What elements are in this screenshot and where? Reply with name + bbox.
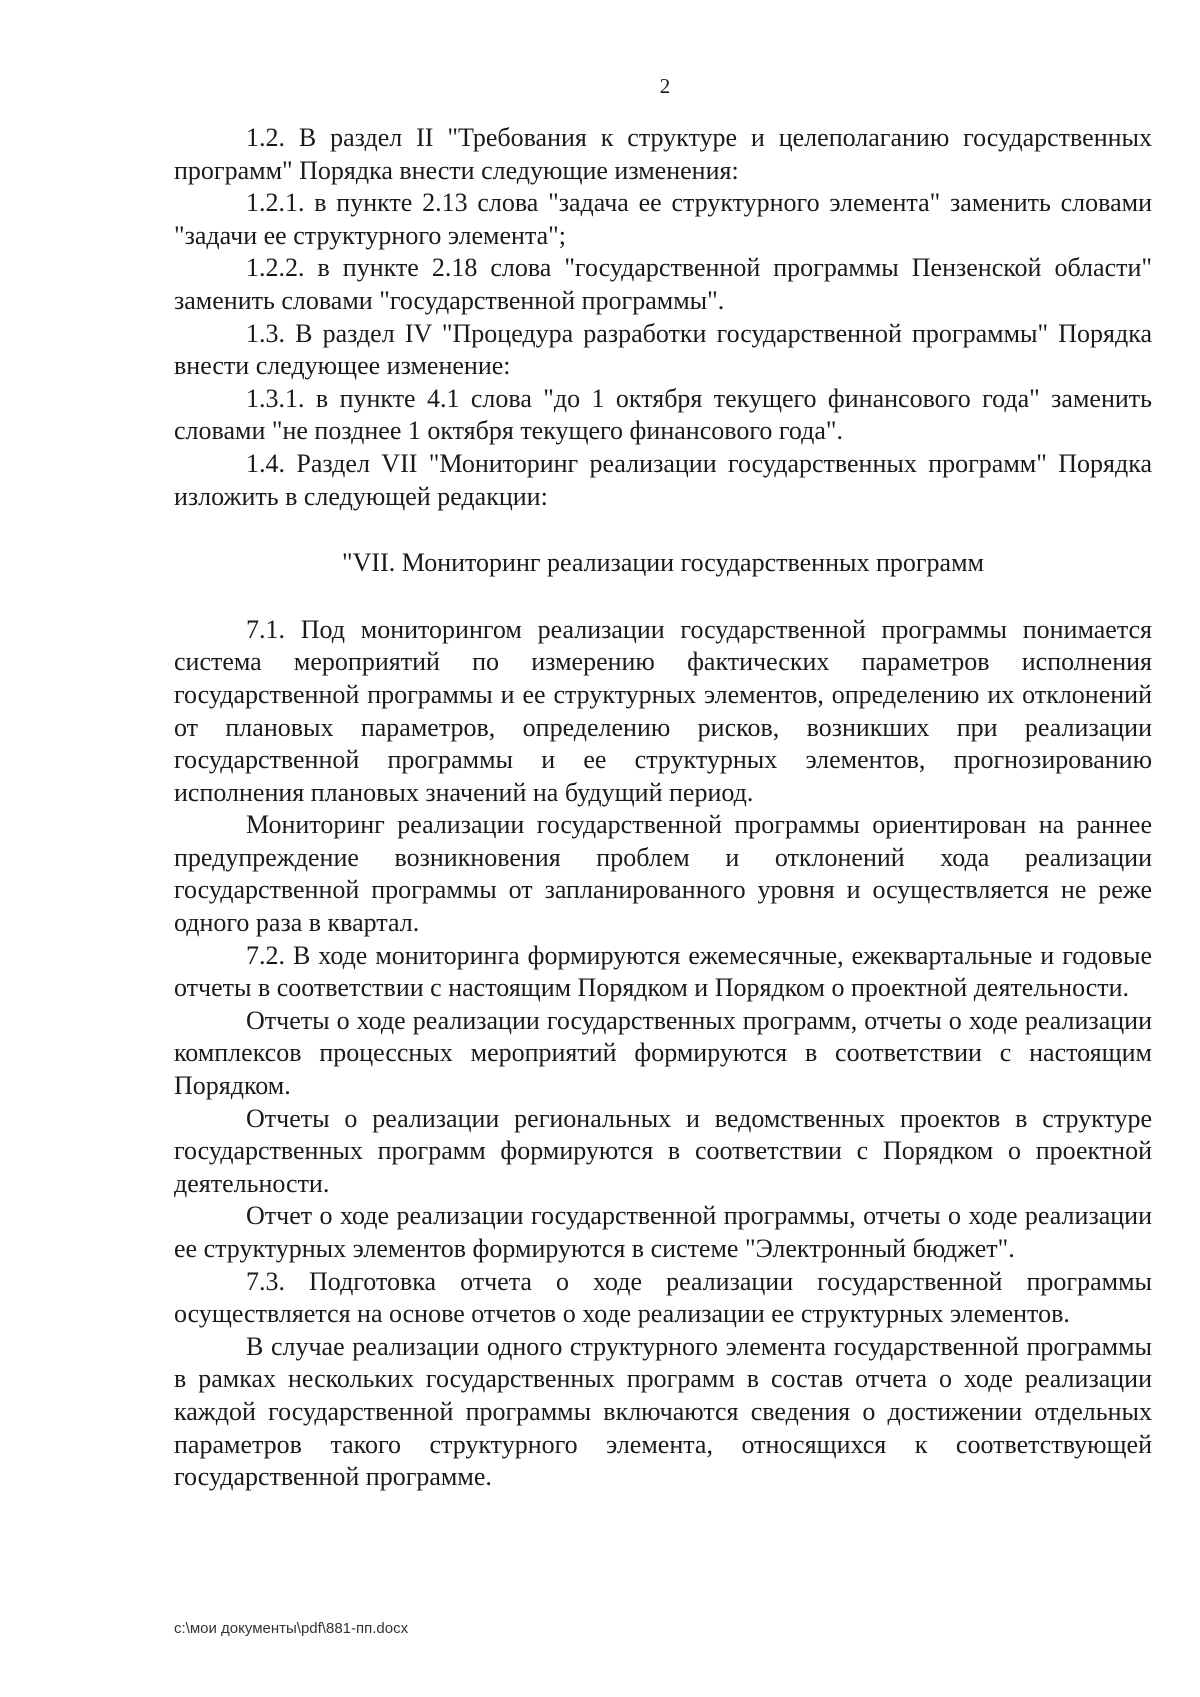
paragraph-1-2-1: 1.2.1. в пункте 2.13 слова "задача ее структурного элемента" заменить словами "задачи ее структурного элемента"; bbox=[174, 188, 1152, 250]
section-heading: "VII. Мониторинг реализации государственных программ bbox=[342, 548, 984, 578]
page-number: 2 bbox=[659, 74, 671, 98]
footer-file-path: c:\мои документы\pdf\881-пп.docx bbox=[174, 1620, 409, 1637]
paragraph-1-2-2: 1.2.2. в пункте 2.18 слова "государственной программы Пензенской области" заменить словами "государственной программы". bbox=[174, 253, 1152, 315]
paragraph-report-ebudget: Отчет о ходе реализации государственной программы, отчеты о ходе реализации ее структурных элементов формируются в системе "Электронный бюджет". bbox=[174, 1201, 1152, 1263]
paragraph-monitoring: Мониторинг реализации государственной программы ориентирован на раннее предупреждение возникновения проблем и отклонений хода реализации государственной программы от запланированного уровня и осуществляется не реже одного раза в квартал. bbox=[174, 810, 1152, 938]
paragraph-7-3: 7.3. Подготовка отчета о ходе реализации государственной программы осуществляется на основе отчетов о ходе реализации ее структурных элементов. bbox=[174, 1266, 1152, 1329]
paragraph-1-2: 1.2. В раздел II "Требования к структуре и целеполаганию государственных программ" Порядка внести следующие изменения: bbox=[174, 123, 1152, 185]
paragraph-1-4: 1.4. Раздел VII "Мониторинг реализации государственных программ" Порядка изложить в следующей редакции: bbox=[174, 448, 1152, 511]
paragraph-1-3: 1.3. В раздел IV "Процедура разработки государственной программы" Порядка внести следующее изменение: bbox=[174, 318, 1152, 381]
paragraph-reports-projects: Отчеты о реализации региональных и ведомственных проектов в структуре государственных программ формируются в соответствии с Порядком о проектной деятельности. bbox=[174, 1103, 1152, 1198]
paragraph-7-2: 7.2. В ходе мониторинга формируются ежемесячные, ежеквартальные и годовые отчеты в соответствии с настоящим Порядком и Порядком о проектной деятельности. bbox=[174, 940, 1152, 1003]
paragraph-7-1: 7.1. Под мониторингом реализации государственной программы понимается система мероприятий по измерению фактических параметров исполнения государственной программы и ее структурных элементов, определению их отклонений от плановых параметров, определению рисков, возникших при реализации государственной программы и ее структурных элементов, прогнозированию исполнения плановых значений на будущий период. bbox=[174, 614, 1152, 807]
paragraph-reports-programs: Отчеты о ходе реализации государственных программ, отчеты о ходе реализации комплексов процессных мероприятий формируются в соответствии с настоящим Порядком. bbox=[174, 1005, 1152, 1101]
paragraph-1-3-1: 1.3.1. в пункте 4.1 слова "до 1 октября текущего финансового года" заменить словами "не позднее 1 октября текущего финансового года". bbox=[174, 383, 1152, 446]
paragraph-multiple-programs: В случае реализации одного структурного элемента государственной программы в рамках нескольких государственных программ в состав отчета о ходе реализации каждой государственной программы включаются сведения о достижении отдельных параметров такого структурного элемента, относящихся к соответствующей государственной программе. bbox=[174, 1331, 1152, 1492]
document-body bbox=[174, 122, 1152, 1494]
